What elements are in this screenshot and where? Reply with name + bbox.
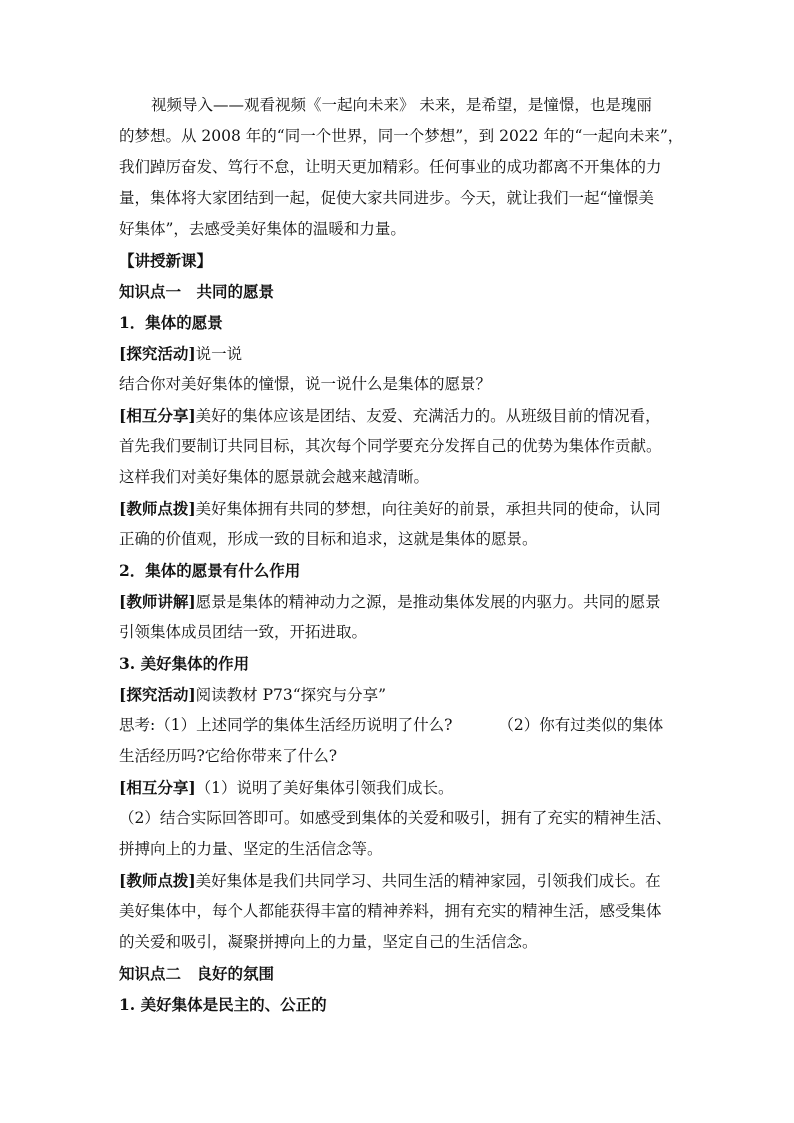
teacher-explain-line: 引领集体成员团结一致，开拓进取。: [119, 623, 368, 641]
share-line: 拼搏向上的力量、坚定的生活信念等。: [119, 840, 383, 858]
teacher-guidance-tag: [教师点拨]: [119, 871, 196, 890]
explore-activity-line: [119, 338, 681, 369]
share-line: （2）结合实际回答即可。如感受到集体的关爱和吸引，拥有了充实的精神生活、: [119, 809, 672, 827]
share-line: [119, 772, 681, 803]
question-line: 结合你对美好集体的憧憬，说一说什么是集体的愿景？: [119, 375, 492, 393]
section-heading-new-lesson: 【讲授新课】: [119, 251, 213, 270]
teacher-explain-tag: [教师讲解]: [119, 592, 196, 611]
teacher-guidance-line: [119, 865, 681, 896]
intro-paragraph-line: 的梦想。从 2008 年的“同一个世界，同一个梦想”，到 2022 年的“一起向未来”，: [119, 127, 684, 145]
share-line: 这样我们对美好集体的愿景就会越来越清晰。: [119, 468, 430, 486]
explore-activity-line: [119, 679, 681, 710]
subheading-collective-vision: 1．集体的愿景: [119, 313, 223, 332]
think-question-line: [119, 710, 681, 741]
teacher-guidance-line: [119, 493, 681, 524]
teacher-guidance-text: 美好集体拥有共同的梦想，向往美好的前景，承担共同的使命，认同: [195, 500, 661, 518]
mutual-share-tag: [相互分享]: [119, 406, 196, 425]
explore-activity-text: 阅读教材 P73“探究与分享”: [195, 686, 387, 704]
think-question-part-2: （2）你有过类似的集体: [498, 716, 664, 734]
intro-paragraph-line: 视频导入——观看视频《一起向未来》 未来，是希望，是憧憬，也是瑰丽: [151, 96, 652, 114]
subheading-vision-function: 2．集体的愿景有什么作用: [119, 561, 301, 580]
subheading-good-collective-role: 3. 美好集体的作用: [119, 654, 250, 673]
explore-activity-text: 说一说: [195, 345, 243, 363]
share-line: [119, 400, 681, 431]
mutual-share-tag: [相互分享]: [119, 778, 196, 797]
explore-activity-tag: [探究活动]: [119, 344, 196, 363]
think-question-part-1: 思考:（1）上述同学的集体生活经历说明了什么?: [119, 716, 453, 734]
teacher-guidance-text: 美好集体是我们共同学习、共同生活的精神家园，引领我们成长。在: [195, 872, 661, 890]
knowledge-point-1-title: 知识点一 共同的愿景: [119, 282, 275, 301]
share-line: 首先我们要制订共同目标，其次每个同学要充分发挥自己的优势为集体作贡献。: [119, 437, 662, 455]
teacher-guidance-line: 正确的价值观，形成一致的目标和追求，这就是集体的愿景。: [119, 530, 538, 548]
teacher-explain-line: [119, 586, 681, 617]
teacher-explain-text: 愿景是集体的精神动力之源，是推动集体发展的内驱力。共同的愿景: [195, 593, 661, 611]
mutual-share-text: （1）说明了美好集体引领我们成长。: [195, 779, 454, 797]
teacher-guidance-tag: [教师点拨]: [119, 499, 196, 518]
explore-activity-tag: [探究活动]: [119, 685, 196, 704]
teacher-guidance-line: 美好集体中，每个人都能获得丰富的精神养料，拥有充实的精神生活，感受集体: [119, 902, 662, 920]
document-body: [119, 90, 684, 1020]
intro-paragraph-line: 量，集体将大家团结到一起，促使大家共同进步。今天，就让我们一起“憧憬美: [119, 189, 654, 207]
teacher-guidance-line: 的关爱和吸引，凝聚拼搏向上的力量，坚定自己的生活信念。: [119, 933, 538, 951]
subheading-democratic-fair: 1. 美好集体是民主的、公正的: [119, 995, 327, 1014]
intro-paragraph-line: 好集体”，去感受美好集体的温暖和力量。: [119, 220, 406, 238]
mutual-share-text: 美好的集体应该是团结、友爱、充满活力的。从班级目前的情况看，: [195, 407, 661, 425]
knowledge-point-2-title: 知识点二 良好的氛围: [119, 964, 275, 983]
think-question-line: 生活经历吗?它给你带来了什么?: [119, 747, 338, 765]
intro-paragraph-line: 我们踔厉奋发、笃行不怠，让明天更加精彩。任何事业的成功都离不开集体的力: [119, 158, 662, 176]
